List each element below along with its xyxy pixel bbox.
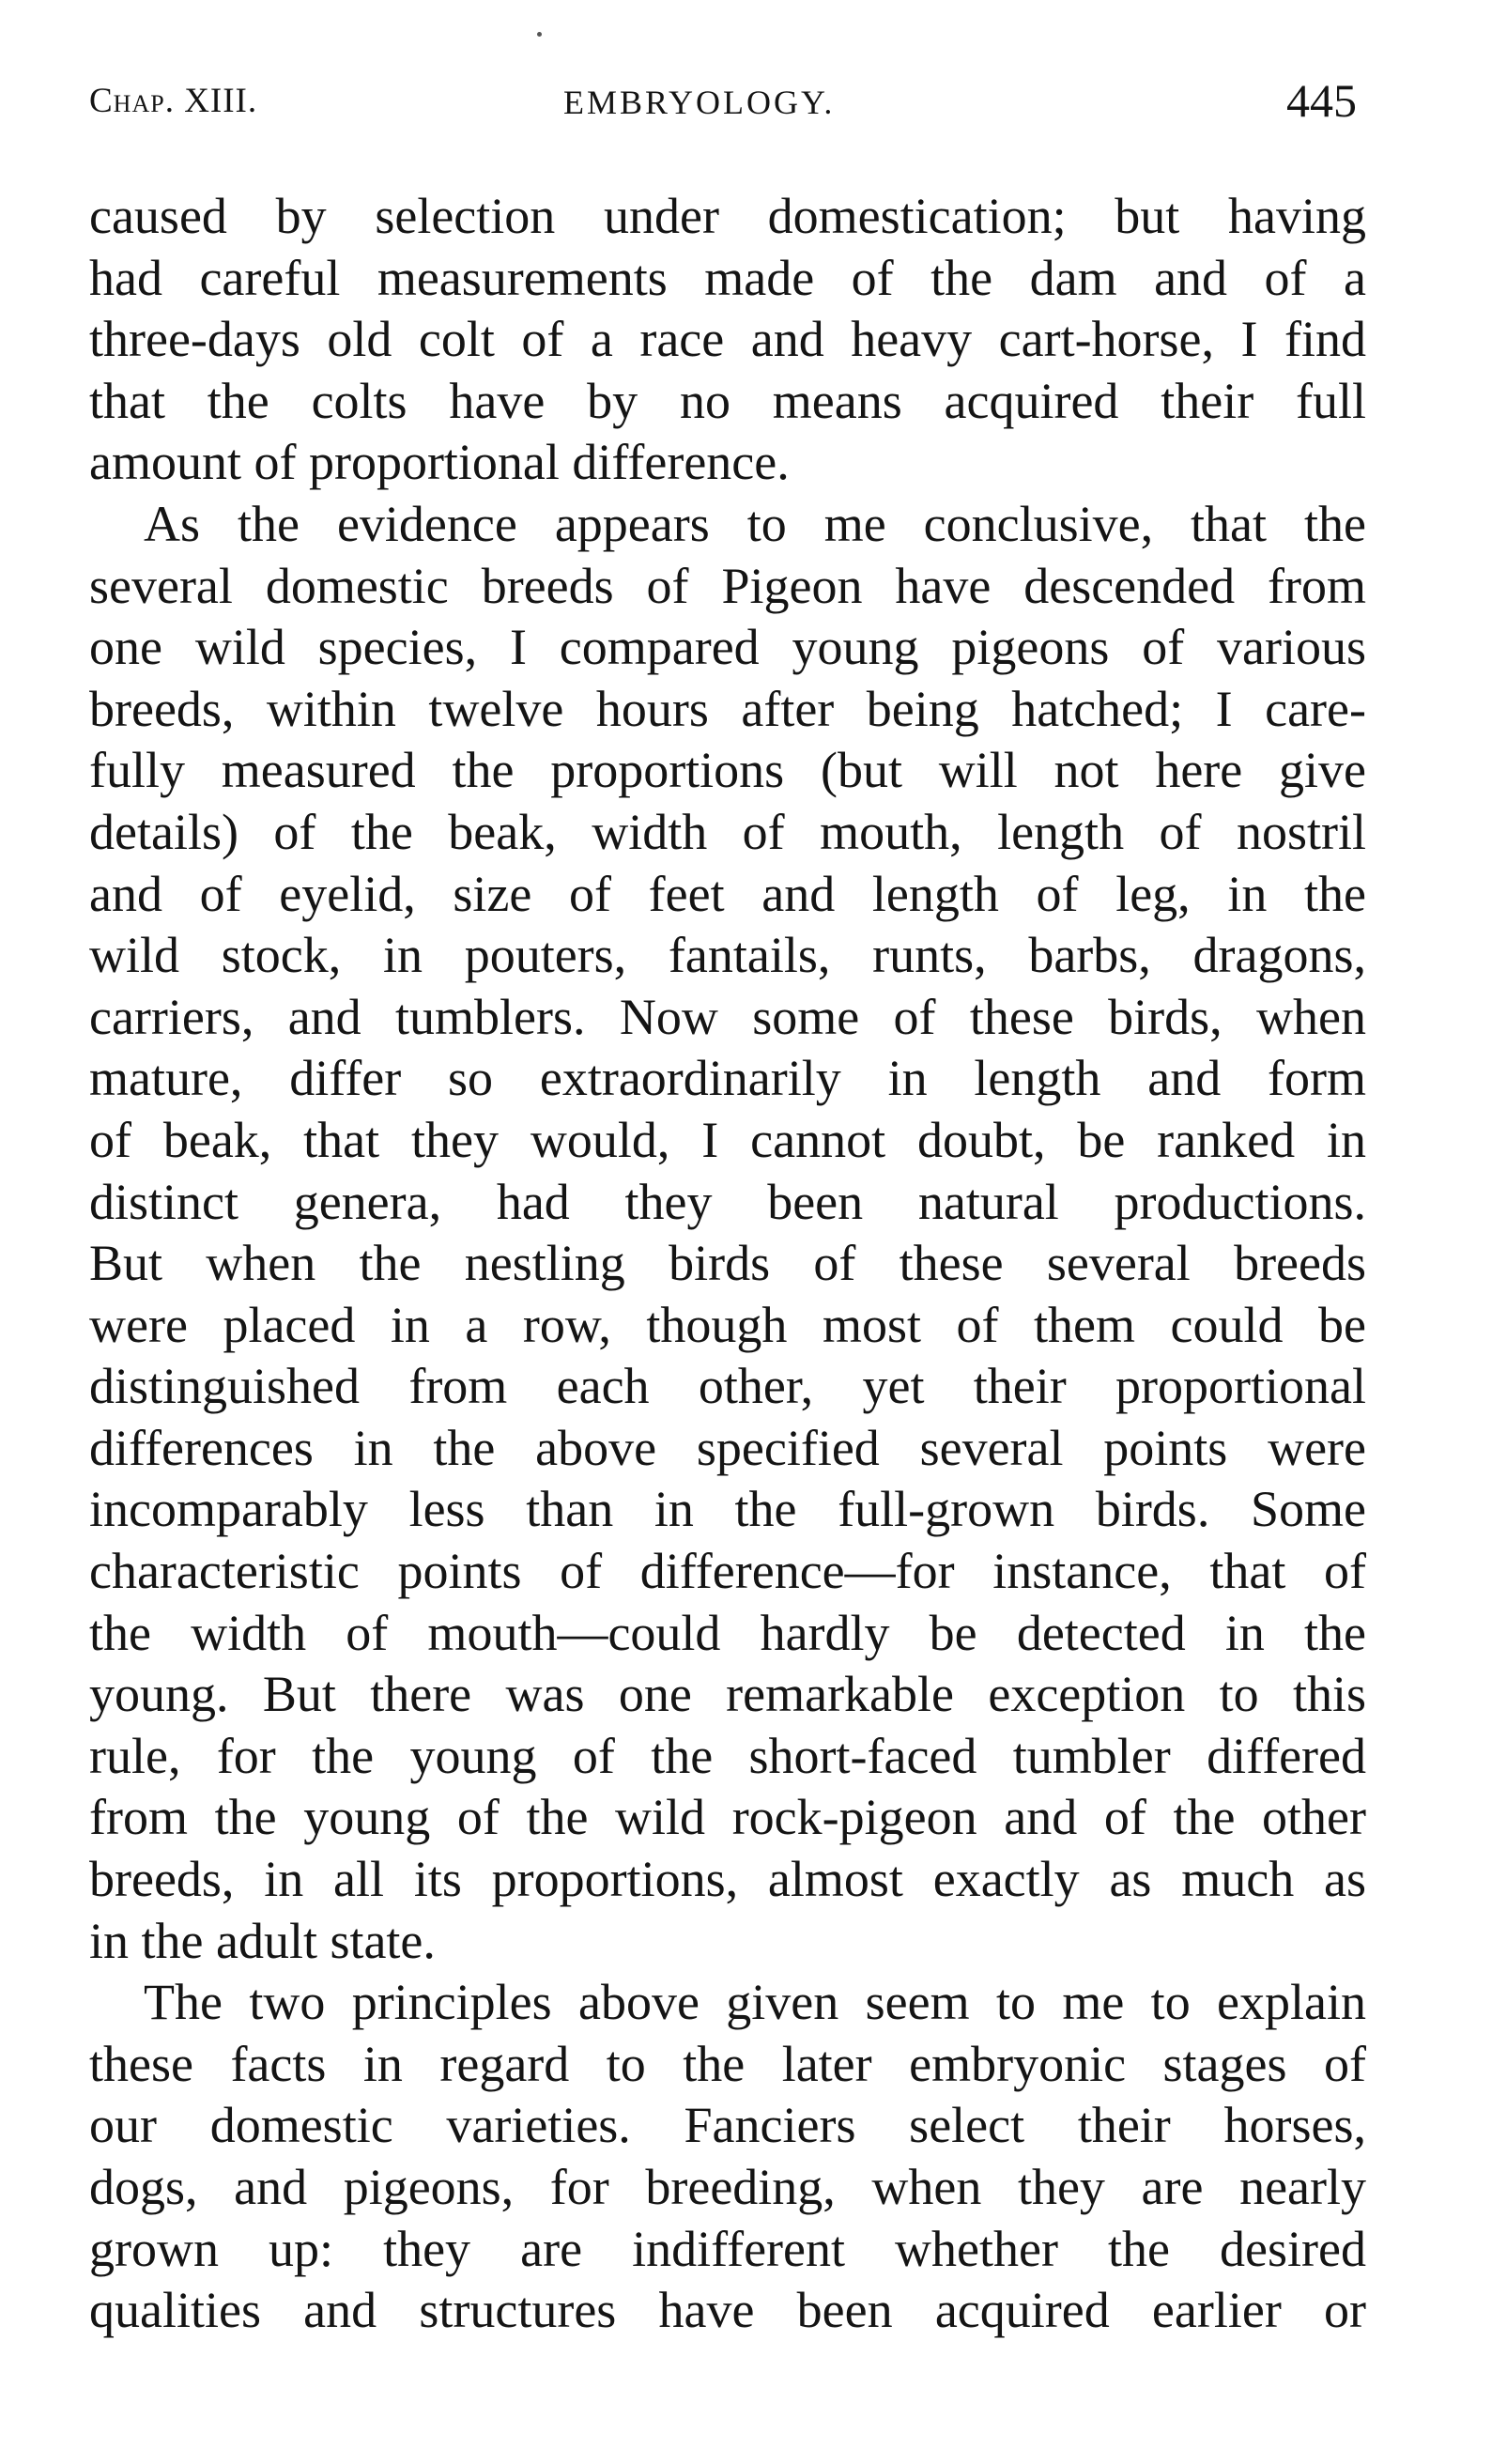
text-line: these facts in regard to the later embryonic stages of [89,2035,1366,2092]
text-line: qualities and structures have been acquired earlier or [89,2282,1366,2339]
text-line: three-days old colt of a race and heavy cart-horse, I find [89,311,1366,368]
text-line: caused by selection under domestication; but having [89,188,1366,244]
text-line: dogs, and pigeons, for breeding, when they are nearly [89,2159,1366,2215]
text-line: of beak, that they would, I cannot doubt, be ranked in [89,1111,1366,1168]
paragraph-3 [89,1972,1366,2342]
page-number: 445 [1286,74,1357,127]
print-speck [537,32,542,37]
text-line: the width of mouth—could hardly be detected in the [89,1604,1366,1661]
text-line: distinct genera, had they been natural productions. [89,1173,1366,1230]
body-text [89,186,1366,2342]
text-line: rule, for the young of the short-faced tumbler differed [89,1727,1366,1784]
text-line: fully measured the proportions (but will not here give [89,742,1366,799]
text-line: that the colts have by no means acquired their full [89,372,1366,429]
text-line: several domestic breeds of Pigeon have descended from [89,557,1366,614]
text-line: one wild species, I compared young pigeons of various [89,619,1366,676]
text-line: But when the nestling birds of these several breeds [89,1235,1366,1292]
text-line: breeds, within twelve hours after being hatched; I care- [89,680,1366,737]
text-line: incomparably less than in the full-grown birds. Some [89,1481,1366,1538]
text-line: amount of proportional difference. [89,434,790,491]
running-head [89,73,1357,139]
paragraph-1 [89,186,1366,494]
text-line: grown up: they are indifferent whether the desired [89,2220,1366,2277]
text-line: and of eyelid, size of feet and length of leg, in the [89,865,1366,922]
text-line: mature, differ so extraordinarily in length and form [89,1050,1366,1107]
text-line: from the young of the wild rock-pigeon and of the other [89,1789,1366,1846]
text-line: As the evidence appears to me conclusive, that the [144,495,1366,552]
text-line: carriers, and tumblers. Now some of these birds, when [89,988,1366,1045]
text-line: details) of the beak, width of mouth, length of nostril [89,803,1366,860]
chapter-heading: Chap. XIII. [89,82,258,120]
text-line: wild stock, in pouters, fantails, runts, barbs, dragons, [89,927,1366,984]
text-line: were placed in a row, though most of them could be [89,1296,1366,1353]
text-line: breeds, in all its proportions, almost exactly as much as [89,1851,1366,1908]
text-line: young. But there was one remarkable exception to this [89,1666,1366,1723]
text-line: in the adult state. [89,1912,436,1969]
text-line: distinguished from each other, yet their proportional [89,1358,1366,1415]
chapter-title: EMBRYOLOGY. [563,84,836,121]
text-line: had careful measurements made of the dam and of a [89,249,1366,306]
text-line: differences in the above specified several points were [89,1419,1366,1476]
text-line: our domestic varieties. Fanciers select their horses, [89,2097,1366,2154]
text-line: The two principles above given seem to me to explain [144,1974,1366,2031]
text-line: characteristic points of difference—for instance, that of [89,1543,1366,1600]
paragraph-2 [89,494,1366,1972]
